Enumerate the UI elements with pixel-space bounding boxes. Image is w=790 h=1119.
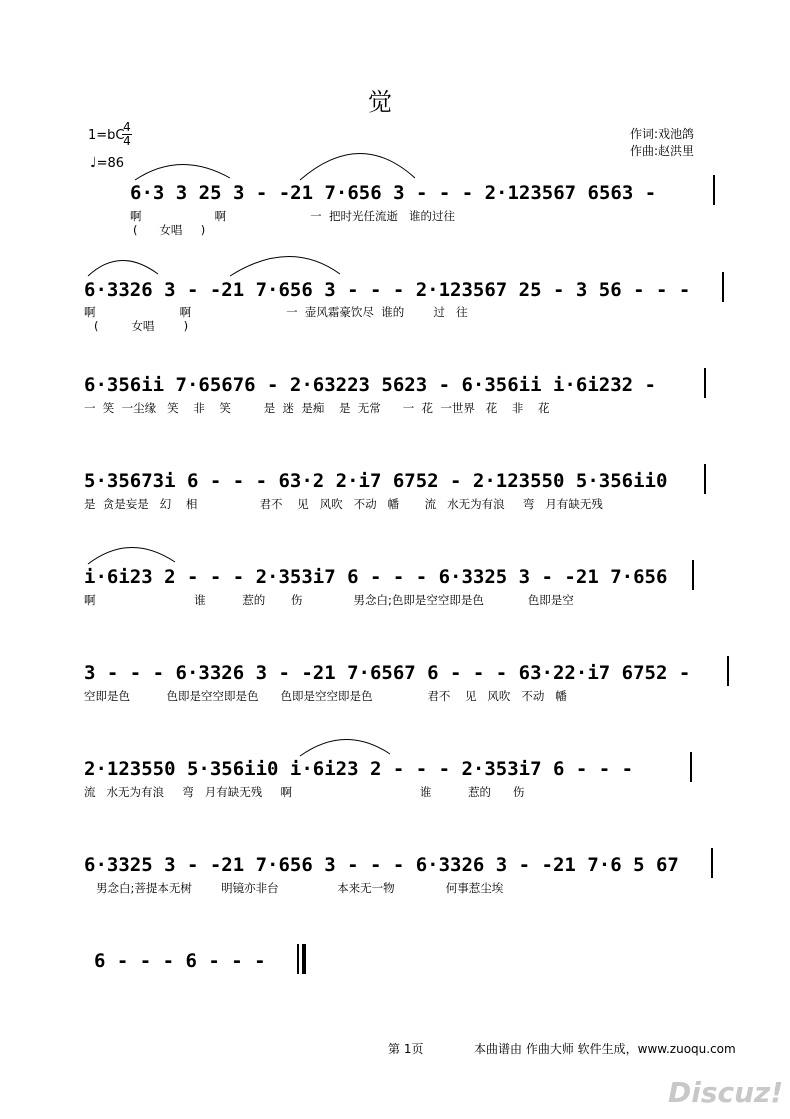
tempo-value: =86 xyxy=(96,156,125,171)
staff-line-4-lyrics: 是 贪是妄是 幻 相 君不 见 风吹 不动 幡 流 水无为有浪 弯 月有缺无残 xyxy=(84,497,603,511)
staff-line-5-notes: i·6i23 2 - - - 2·353i7 6 - - - 6·3325 3 - -21 7·656 xyxy=(84,566,668,588)
meter-bottom: 4 xyxy=(123,134,131,148)
staff-line-8-notes: 6·3325 3 - -21 7·656 3 - - - 6·3326 3 - -21 7·6 5 67 xyxy=(84,854,679,876)
staff-line-9-notes: 6 - - - 6 - - - xyxy=(94,950,266,972)
staff-line-2-sublyrics: ( 女唱 ) xyxy=(94,319,189,333)
staff-line-4-notes: 5·35673i 6 - - - 63·2 2·i7 6752 - 2·123550 5·356ii0 xyxy=(84,470,668,492)
staff-line-7-lyrics: 流 水无为有浪 弯 月有缺无残 啊 谁 惹的 伤 xyxy=(84,785,525,799)
staff-line-8-lyrics: 男念白;菩提本无树 明镜亦非台 本来无一物 何事惹尘埃 xyxy=(96,881,504,895)
staff-line-2-lyrics: 啊 啊 一 壶风霜豪饮尽 谁的 过 往 xyxy=(84,305,468,319)
forum-watermark: Discuz! xyxy=(668,1076,784,1109)
key-signature: 1=bC xyxy=(88,128,125,143)
lyricist: 作词:戏池鸽 xyxy=(630,127,695,141)
staff-line-2-notes: 6·3326 3 - -21 7·656 3 - - - 2·123567 25 - 3 56 - - - xyxy=(84,279,691,301)
staff-line-1-sublyrics: ( 女唱 ) xyxy=(133,223,206,237)
software-credit: 本曲谱由 作曲大师 软件生成，www.zuoqu.com xyxy=(474,1042,736,1056)
staff-line-3-notes: 6·356ii 7·65676 - 2·63223 5623 - 6·356ii i·6i232 - xyxy=(84,374,656,396)
staff-line-6-lyrics: 空即是色 色即是空空即是色 色即是空空即是色 君不 见 风吹 不动 幡 xyxy=(84,689,567,703)
staff-line-7-notes: 2·123550 5·356ii0 i·6i23 2 - - - 2·353i7 6 - - - xyxy=(84,758,634,780)
song-title: 觉 xyxy=(368,88,392,116)
quarter-note-icon: ♩ xyxy=(90,155,97,171)
staff-line-3-lyrics: 一 笑 一尘缘 笑 非 笑 是 迷 是痴 是 无常 一 花 一世界 花 非 花 xyxy=(84,401,550,415)
staff-line-1-notes: 6·3 3 25 3 - -21 7·656 3 - - - 2·123567 6563 - xyxy=(130,182,657,204)
meter-top: 4 xyxy=(123,120,131,134)
composer: 作曲:赵洪里 xyxy=(630,144,695,158)
staff-line-5-lyrics: 啊 谁 惹的 伤 男念白;色即是空空即是色 色即是空 xyxy=(84,593,574,607)
page-number: 第 1页 xyxy=(388,1042,424,1056)
staff-line-6-notes: 3 - - - 6·3326 3 - -21 7·6567 6 - - - 63·22·i7 6752 - xyxy=(84,662,691,684)
staff-line-1-lyrics: 啊 啊 一 把时光任流逝 谁的过往 xyxy=(130,209,455,223)
